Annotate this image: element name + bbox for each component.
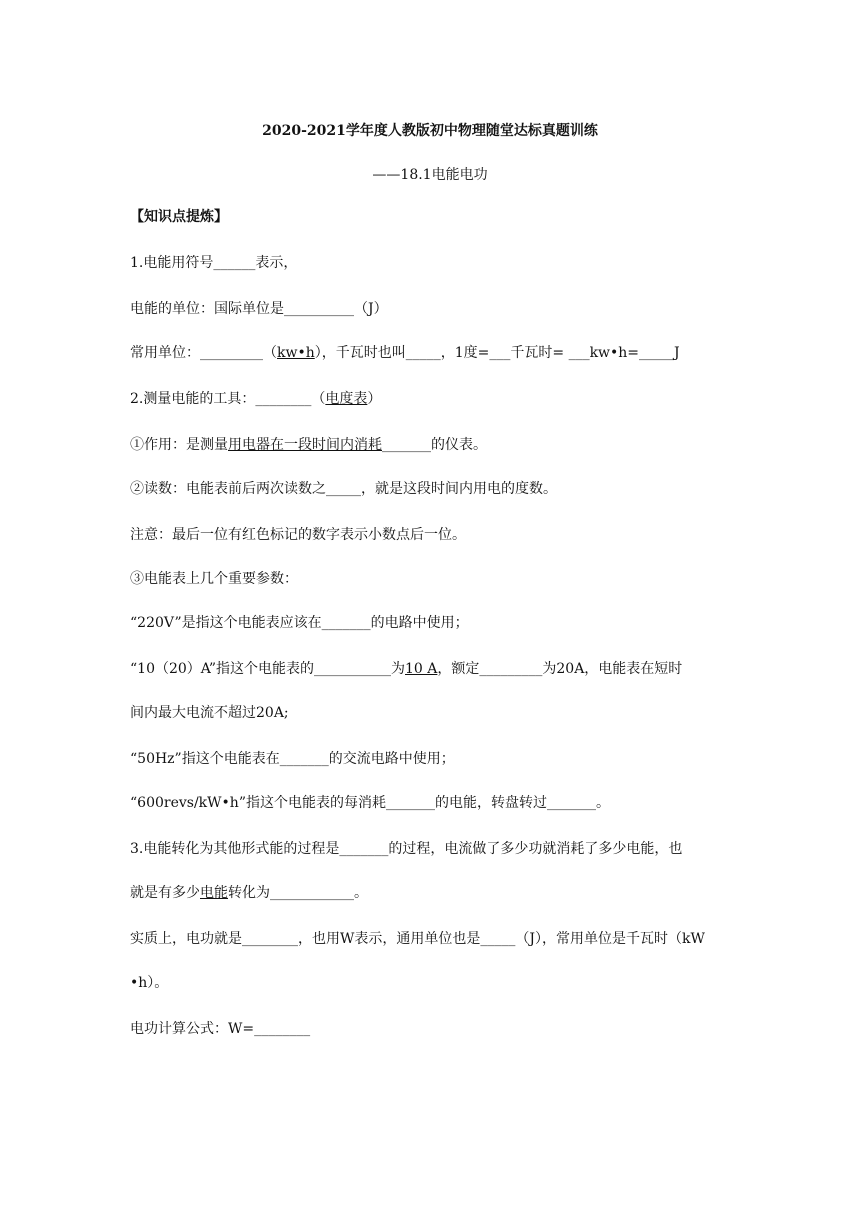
line-4-tool: 电度表 [325,391,368,407]
line-18: 电功计算公式：W=________ [130,1021,311,1037]
line-2: 电能的单位：国际单位是__________（J） [130,301,388,317]
line-15-underlined: 电能 [200,885,228,901]
section-heading: 【知识点提炼】 [130,209,228,225]
line-6: ②读数：电能表前后两次读数之_____，就是这段时间内用电的度数。 [130,481,557,497]
line-15-part-c: 转化为____________。 [228,885,368,901]
line-15 [130,884,368,902]
line-3 [130,344,680,362]
document-title: 2020-2021学年度人教版初中物理随堂达标真题训练 [262,123,598,139]
line-4-part-a: 2.测量电能的工具：________（ [130,391,326,407]
line-12: “50Hz”指这个电能表在_______的交流电路中使用； [130,751,455,767]
line-3-part-a: 常用单位：_________（ [130,345,277,361]
line-10-part-a: “10（20）A”指这个电能表的___________为 [130,661,405,677]
line-16: 实质上，电功就是________，也用W表示，通用单位也是_____（J），常用单位是千瓦时（kW [130,931,705,947]
line-4 [130,390,381,408]
line-5-underlined: 用电器在一段时间内消耗 [228,437,382,453]
line-14: 3.电能转化为其他形式能的过程是_______的过程，电流做了多少功就消耗了多少电能，也 [130,841,683,857]
line-4-part-c: ） [367,391,382,407]
line-10 [130,660,682,678]
line-7: 注意：最后一位有红色标记的数字表示小数点后一位。 [130,527,466,543]
line-3-unit: kw•h [277,345,315,361]
line-10-part-c: ，额定_________为20A，电能表在短时 [437,661,683,677]
line-5 [130,436,487,454]
line-11: 间内最大电流不超过20A; [130,705,289,721]
line-13: “600revs/kW•h”指这个电能表的每消耗_______的电能，转盘转过_______。 [130,795,610,811]
line-8: ③电能表上几个重要参数： [130,571,298,587]
line-17: •h）。 [130,975,169,991]
line-15-part-a: 就是有多少 [130,885,200,901]
line-5-part-c: _______的仪表。 [382,437,487,453]
line-10-current: 10 A [405,661,438,677]
line-5-part-a: ①作用：是测量 [130,437,228,453]
line-1: 1.电能用符号______表示， [130,255,298,271]
document-subtitle: ——18.1电能电功 [372,167,488,183]
line-3-part-c: ），千瓦时也叫_____，1度=___千瓦时= ___kw•h=_____J [314,345,680,361]
line-9: “220V”是指这个电能表应该在_______的电路中使用； [130,615,469,631]
